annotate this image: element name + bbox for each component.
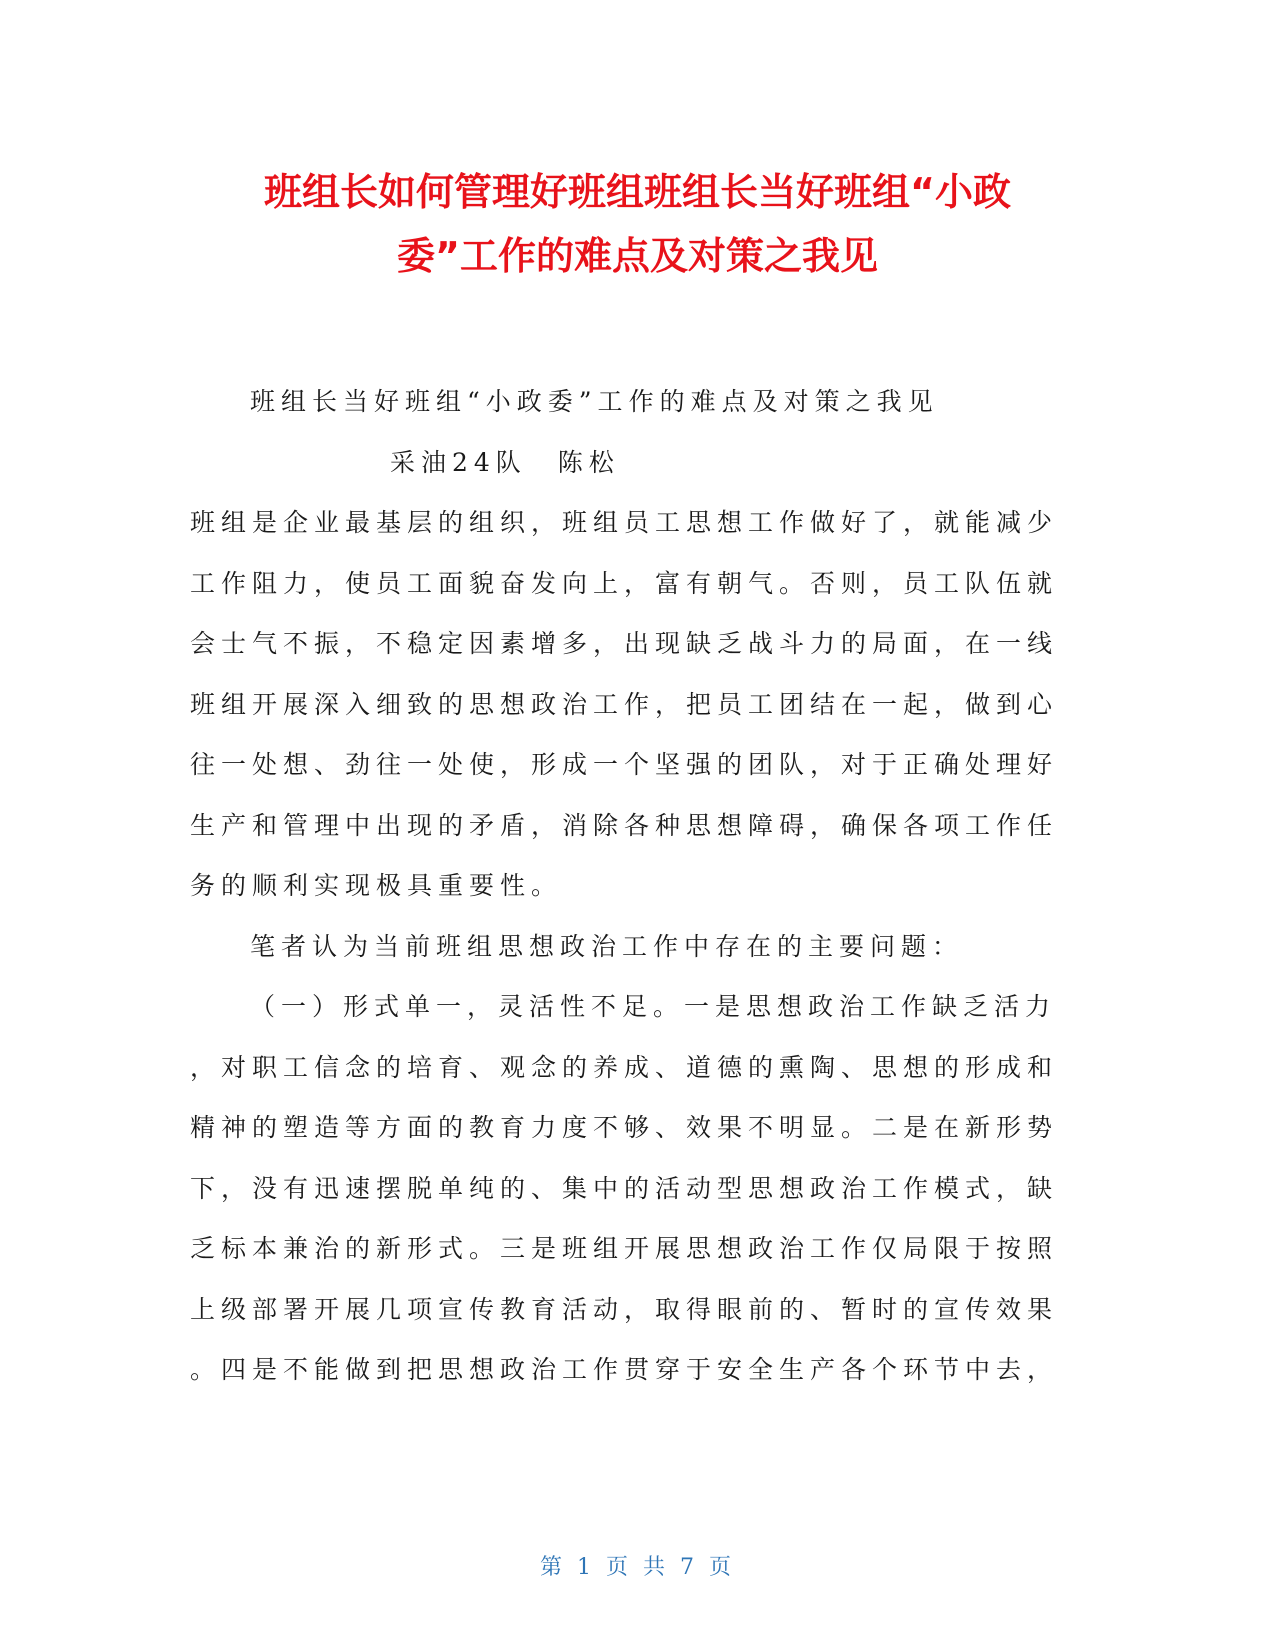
paragraph1-line: 会士气不振，不稳定因素增多，出现缺乏战斗力的局面，在一线 — [190, 629, 1059, 658]
footer-prefix: 第 — [539, 1555, 566, 1580]
paragraph1-line: 班组是企业最基层的组织，班组员工思想工作做好了，就能减少 — [190, 508, 1059, 537]
title-line-1: 班组长如何管理好班组班组长当好班组“小政 — [264, 170, 1011, 214]
page-footer — [0, 1550, 1275, 1581]
paragraph3-line: 上级部署开展几项宣传教育活动，取得眼前的、暂时的宣传效果 — [190, 1294, 1059, 1324]
paragraph3-line: 乏标本兼治的新形式。三是班组开展思想政治工作仅局限于按照 — [190, 1234, 1059, 1263]
paragraph3-line: 精神的塑造等方面的教育力度不够、效果不明显。二是在新形势 — [190, 1113, 1059, 1142]
paragraph3-line: ，对职工信念的培育、观念的养成、道德的熏陶、思想的形成和 — [190, 1052, 1059, 1082]
document-body — [190, 372, 1060, 1401]
paragraph3-line: 下，没有迅速摆脱单纯的、集中的活动型思想政治工作模式，缺 — [190, 1173, 1059, 1203]
paragraph1-line: 往一处想、劲往一处使，形成一个坚强的团队，对于正确处理好 — [190, 750, 1059, 779]
paragraph1-line: 生产和管理中出现的矛盾，消除各种思想障碍，确保各项工作任 — [190, 810, 1059, 840]
paragraph1-line: 班组开展深入细致的思想政治工作，把员工团结在一起，做到心 — [190, 689, 1059, 719]
author-line: 采油24队 陈松 — [390, 447, 620, 477]
paragraph1-line: 务的顺利实现极具重要性。 — [190, 871, 563, 900]
paragraph3-line: （一）形式单一，灵活性不足。一是思想政治工作缺乏活力 — [250, 992, 1057, 1021]
subtitle: 班组长当好班组“小政委”工作的难点及对策之我见 — [250, 387, 939, 416]
footer-middle: 页 共 — [606, 1555, 669, 1580]
footer-current-page: 1 — [577, 1555, 595, 1580]
paragraph1-line: 工作阻力，使员工面貌奋发向上，富有朝气。否则，员工队伍就 — [190, 568, 1059, 598]
paragraph2: 笔者认为当前班组思想政治工作中存在的主要问题： — [250, 931, 964, 961]
paragraph3-line: 。四是不能做到把思想政治工作贯穿于安全生产各个环节中去， — [190, 1355, 1059, 1384]
title-line-2: 委”工作的难点及对策之我见 — [397, 234, 878, 278]
footer-total-pages: 7 — [680, 1555, 698, 1580]
footer-suffix: 页 — [709, 1555, 736, 1580]
document-title — [150, 160, 1125, 288]
